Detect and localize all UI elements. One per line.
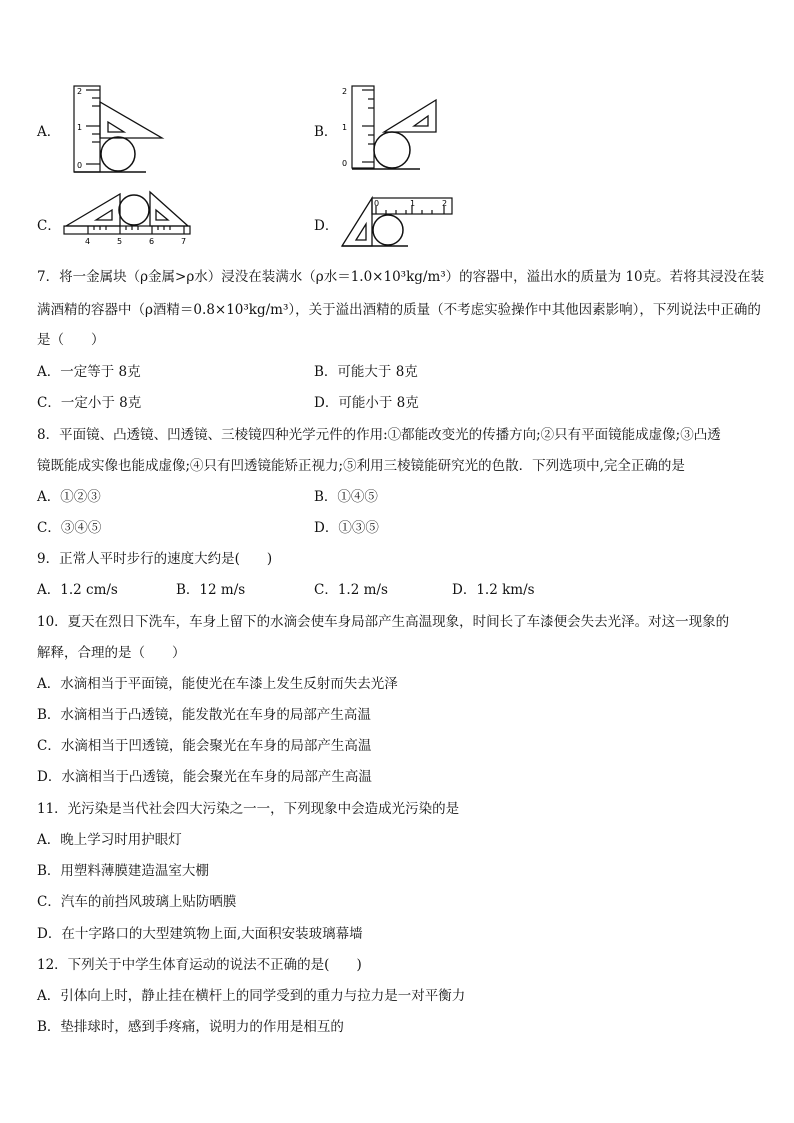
q11-option-d: D．在十字路口的大型建筑物上面,大面积安装玻璃幕墙 xyxy=(37,926,363,942)
ball-circle xyxy=(101,137,135,171)
q12-option-b: B．垫排球时，感到手疼痛，说明力的作用是相互的 xyxy=(37,1019,344,1035)
q10-stem-line2: 解释，合理的是（ ） xyxy=(37,645,186,661)
tick-label: 2 xyxy=(442,199,448,208)
tick-label: 2 xyxy=(342,87,348,96)
q8-option-d: D．①③⑤ xyxy=(314,520,379,536)
q7-stem-line1: 7．将一金属块（ρ金属>ρ水）浸没在装满水（ρ水＝1.0×10³kg/m³）的容器中，溢出水的质量为 10克。若将其浸没在装 xyxy=(37,269,765,285)
q9-option-c: C．1.2 m/s xyxy=(314,582,388,598)
tick-label: 1 xyxy=(342,123,348,132)
q8-stem-line2: 镜既能成实像也能成虚像;④只有凹透镜能矫正视力;⑤利用三棱镜能研究光的色散．下列选项中,完全正确的是 xyxy=(37,458,685,474)
q11-stem: 11．光污染是当代社会四大污染之一一，下列现象中会造成光污染的是 xyxy=(37,801,460,817)
q10-option-c: C．水滴相当于凹透镜，能会聚光在车身的局部产生高温 xyxy=(37,738,372,754)
tick-label: 6 xyxy=(149,237,155,246)
q8-option-b: B．①④⑤ xyxy=(314,489,378,505)
q10-option-b: B．水滴相当于凸透镜，能发散光在车身的局部产生高温 xyxy=(37,707,371,723)
tick-label: 4 xyxy=(85,237,91,246)
tick-label: 7 xyxy=(181,237,187,246)
q6-figure-b xyxy=(340,82,450,174)
q6-option-b-label: B． xyxy=(314,124,338,140)
q7-option-b: B．可能大于 8克 xyxy=(314,364,418,380)
q7-option-a: A．一定等于 8克 xyxy=(37,364,141,380)
q6-option-c-label: C． xyxy=(37,218,61,234)
tick-label: 0 xyxy=(374,199,380,208)
q11-option-c: C．汽车的前挡风玻璃上贴防晒膜 xyxy=(37,894,237,910)
tick-label: 0 xyxy=(77,161,83,170)
q8-stem-line1: 8．平面镜、凸透镜、凹透镜、三棱镜四种光学元件的作用:①都能改变光的传播方向;②只有平面镜能成虚像;③凸透 xyxy=(37,427,721,443)
q6-option-a-label: A． xyxy=(37,124,61,140)
tick-label: 0 xyxy=(342,159,348,168)
q9-option-d: D．1.2 km/s xyxy=(452,582,535,598)
ruler-horizontal xyxy=(64,226,190,234)
q6-figure-c xyxy=(60,188,196,248)
q9-option-b: B．12 m/s xyxy=(176,582,246,598)
q10-stem-line1: 10．夏天在烈日下洗车，车身上留下的水滴会使车身局部产生高温现象，时间长了车漆便会失去光泽。对这一现象的 xyxy=(37,614,730,630)
q7-stem-line3: 是（ ） xyxy=(37,332,105,348)
q7-stem-line2: 满酒精的容器中（ρ酒精＝0.8×10³kg/m³），关于溢出酒精的质量（不考虑实验操作中其他因素影响），下列说法中正确的 xyxy=(37,302,761,318)
set-square xyxy=(384,100,436,132)
set-square-left xyxy=(66,194,120,226)
q6-figure-a xyxy=(66,82,176,174)
tick-label: 2 xyxy=(77,87,83,96)
q6-option-d-label: D． xyxy=(314,218,339,234)
q8-option-a: A．①②③ xyxy=(37,489,101,505)
tick-label: 1 xyxy=(410,199,416,208)
q10-option-a: A．水滴相当于平面镜，能使光在车漆上发生反射而失去光泽 xyxy=(37,676,398,692)
set-square xyxy=(342,198,372,246)
tick-label: 1 xyxy=(77,123,83,132)
ball-circle xyxy=(119,195,149,225)
q9-stem: 9．正常人平时步行的速度大约是( ) xyxy=(37,551,273,567)
q11-option-a: A．晚上学习时用护眼灯 xyxy=(37,832,182,848)
q9-option-a: A．1.2 cm/s xyxy=(37,582,118,598)
q8-option-c: C．③④⑤ xyxy=(37,520,102,536)
q10-option-d: D．水滴相当于凸透镜，能会聚光在车身的局部产生高温 xyxy=(37,769,372,785)
q12-stem: 12．下列关于中学生体育运动的说法不正确的是( ) xyxy=(37,957,362,973)
ruler-vertical xyxy=(352,86,374,168)
set-square xyxy=(100,102,162,138)
ball-circle xyxy=(373,215,403,245)
q6-figure-d xyxy=(336,190,456,250)
q7-option-d: D．可能小于 8克 xyxy=(314,395,419,411)
q12-option-a: A．引体向上时，静止挂在横杆上的同学受到的重力与拉力是一对平衡力 xyxy=(37,988,466,1004)
tick-label: 5 xyxy=(117,237,123,246)
q11-option-b: B．用塑料薄膜建造温室大棚 xyxy=(37,863,209,879)
q7-option-c: C．一定小于 8克 xyxy=(37,395,142,411)
ball-circle xyxy=(374,132,410,168)
set-square-right xyxy=(150,192,188,226)
